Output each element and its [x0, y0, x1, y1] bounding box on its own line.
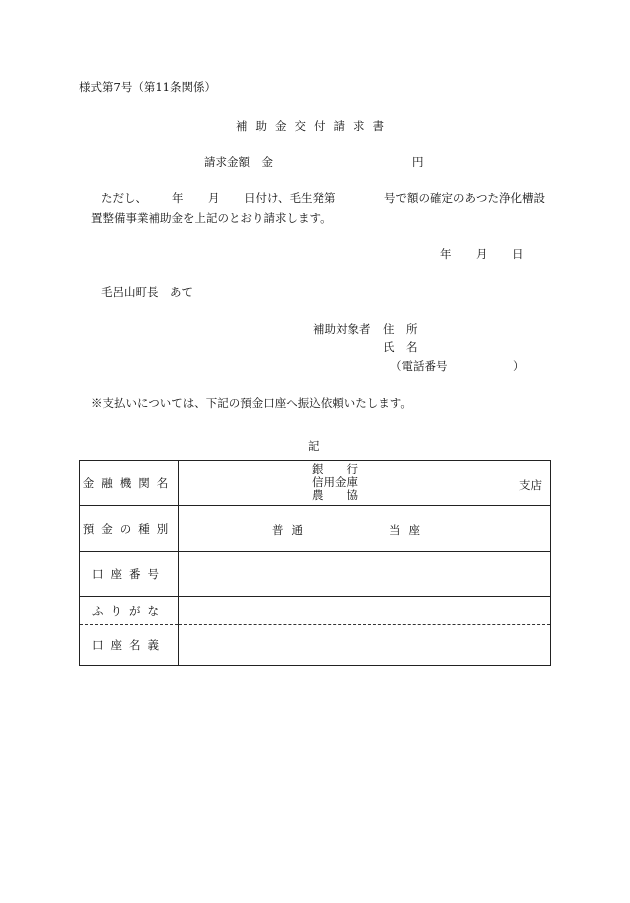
- body-year: 年: [172, 191, 184, 205]
- form-number: 様式第7号（第11条関係）: [79, 80, 216, 94]
- date-month: 月: [476, 247, 488, 261]
- furigana-label: ふりがな: [80, 597, 179, 625]
- account-name-field[interactable]: [179, 625, 551, 666]
- name-label: 氏 名: [383, 340, 418, 354]
- date-day: 日: [512, 247, 524, 261]
- phone-label: （電話番号: [390, 359, 448, 373]
- option-agricultural-coop: 農 協: [312, 488, 358, 502]
- option-credit-union: 信用金庫: [312, 475, 358, 489]
- record-heading: 記: [308, 439, 320, 453]
- date-year: 年: [440, 247, 452, 261]
- institution-options: [312, 463, 358, 502]
- applicant-role: 補助対象者: [313, 322, 371, 336]
- body-date-suffix: 日付け、毛生発第: [244, 191, 336, 205]
- branch-label: 支店: [519, 478, 542, 492]
- phone-close: ）: [513, 359, 525, 373]
- furigana-row: [80, 597, 551, 625]
- body-month: 月: [208, 191, 220, 205]
- account-type-label: 預金の種別: [80, 506, 179, 552]
- bank-account-table: [79, 460, 551, 666]
- option-bank: 銀 行: [312, 462, 358, 476]
- account-type-row: [80, 506, 551, 552]
- institution-field[interactable]: [179, 461, 551, 506]
- currency-unit: 円: [412, 155, 424, 169]
- payment-note: ※支払いについては、下記の預金口座へ振込依頼いたします。: [91, 396, 412, 410]
- option-current: 当座: [389, 523, 428, 537]
- option-ordinary: 普通: [272, 523, 311, 537]
- addressee: 毛呂山町長 あて: [101, 285, 193, 299]
- account-number-field[interactable]: [179, 552, 551, 597]
- body-lead: ただし、: [101, 191, 147, 205]
- institution-label: 金融機関名: [80, 461, 179, 506]
- account-type-field[interactable]: [179, 506, 551, 552]
- document-title: 補助金交付請求書: [236, 119, 392, 133]
- furigana-field[interactable]: [179, 597, 551, 625]
- request-amount-label: 請求金額 金: [204, 155, 273, 169]
- account-number-label: 口座番号: [80, 552, 179, 597]
- body-rest: 号で額の確定のあつた浄化槽設: [384, 191, 545, 205]
- address-label: 住 所: [383, 322, 418, 336]
- account-name-label: 口座名義: [80, 625, 179, 666]
- institution-row: [80, 461, 551, 506]
- account-name-row: [80, 625, 551, 666]
- body-line2: 置整備事業補助金を上記のとおり請求します。: [91, 211, 332, 225]
- account-number-row: [80, 552, 551, 597]
